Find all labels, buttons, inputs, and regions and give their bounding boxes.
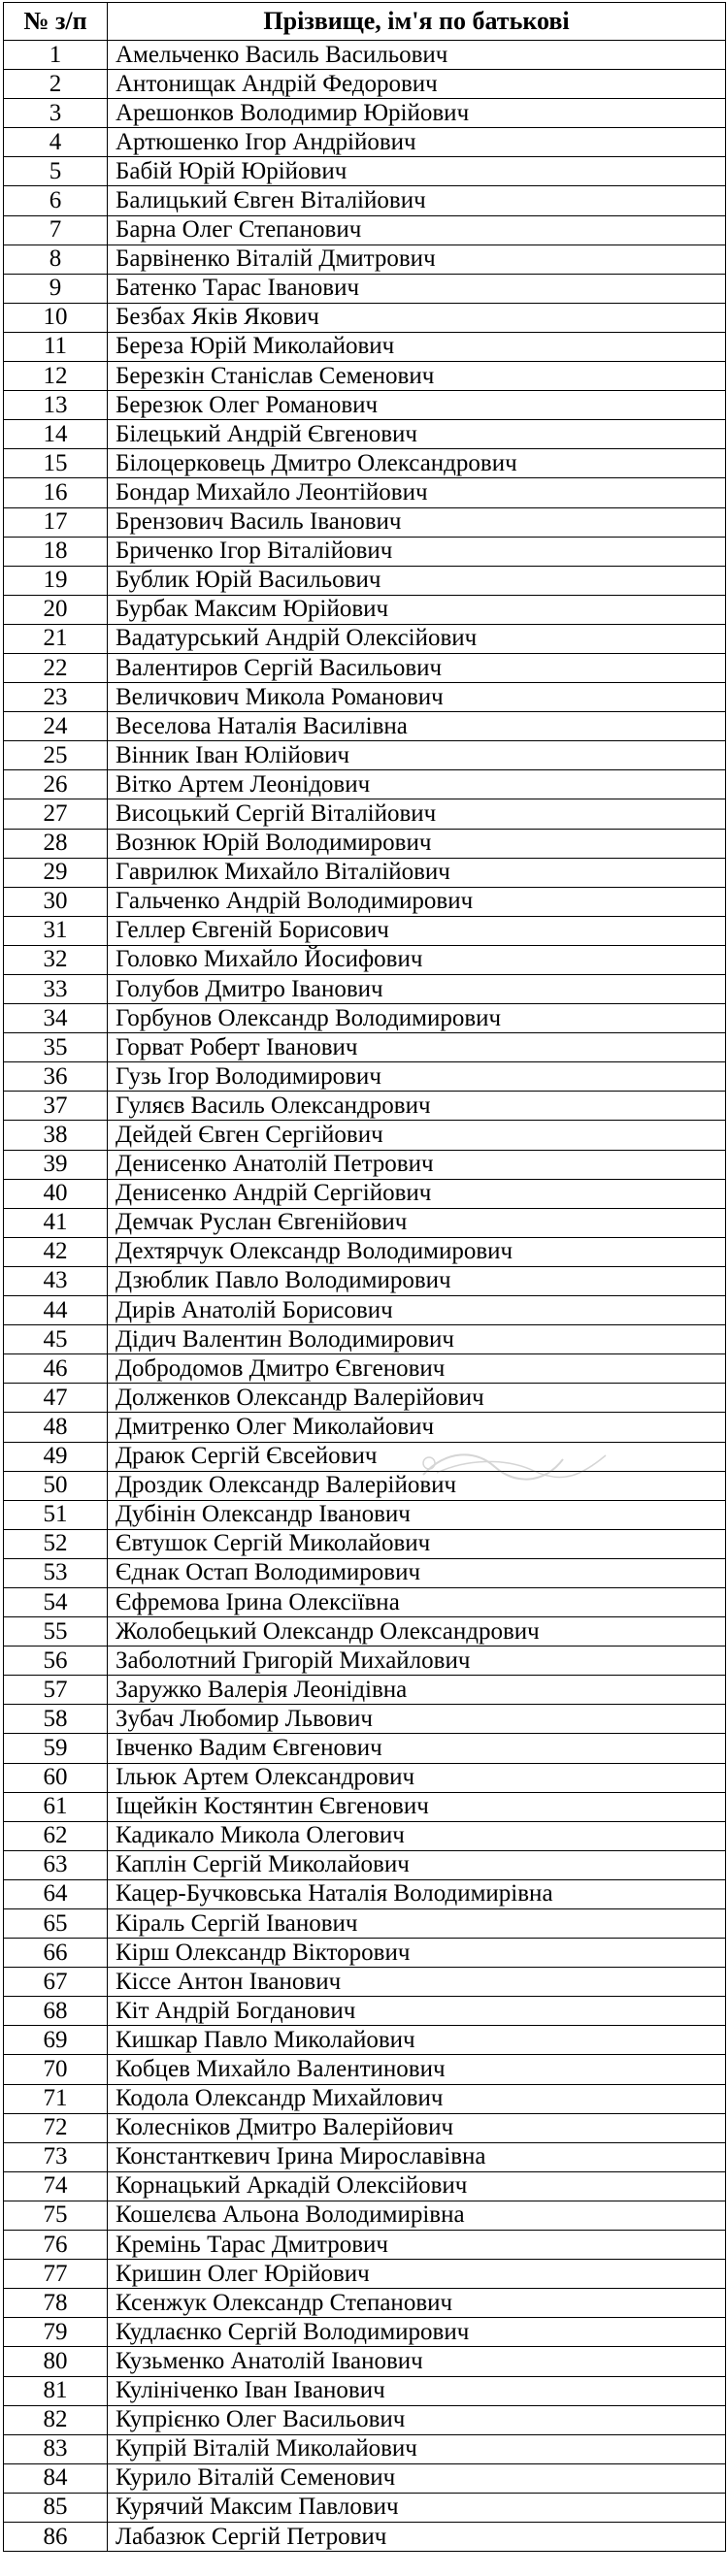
row-number: 39 bbox=[4, 1150, 108, 1179]
table-row bbox=[4, 2113, 726, 2142]
table-row bbox=[4, 215, 726, 245]
row-number: 66 bbox=[4, 1939, 108, 1968]
table-row bbox=[4, 1442, 726, 1471]
row-full-name: Кадикало Микола Олегович bbox=[108, 1821, 726, 1850]
row-full-name: Долженков Олександр Валерійович bbox=[108, 1384, 726, 1413]
row-full-name: Денисенко Андрій Сергійович bbox=[108, 1179, 726, 1208]
document-sheet bbox=[3, 2, 725, 2552]
row-number: 67 bbox=[4, 1968, 108, 1997]
row-full-name: Кулініченко Іван Іванович bbox=[108, 2376, 726, 2405]
row-full-name: Геллер Євгеній Борисович bbox=[108, 916, 726, 945]
row-number: 76 bbox=[4, 2231, 108, 2260]
table-row bbox=[4, 1092, 726, 1121]
row-number: 74 bbox=[4, 2171, 108, 2201]
row-number: 15 bbox=[4, 449, 108, 478]
row-full-name: Курило Віталій Семенович bbox=[108, 2463, 726, 2493]
row-full-name: Вадатурський Андрій Олексійович bbox=[108, 624, 726, 653]
row-number: 60 bbox=[4, 1763, 108, 1792]
row-number: 80 bbox=[4, 2347, 108, 2376]
row-full-name: Дроздик Олександр Валерійович bbox=[108, 1471, 726, 1500]
row-number: 69 bbox=[4, 2026, 108, 2055]
table-row bbox=[4, 858, 726, 887]
table-row bbox=[4, 1617, 726, 1647]
row-full-name: Лабазюк Сергій Петрович bbox=[108, 2522, 726, 2551]
table-row bbox=[4, 2434, 726, 2463]
row-number: 18 bbox=[4, 537, 108, 566]
table-row bbox=[4, 916, 726, 945]
row-full-name: Голубов Дмитро Іванович bbox=[108, 975, 726, 1004]
row-full-name: Береза Юрій Миколайович bbox=[108, 332, 726, 361]
row-number: 73 bbox=[4, 2142, 108, 2171]
table-row bbox=[4, 2289, 726, 2318]
row-full-name: Іщейкін Костянтин Євгенович bbox=[108, 1792, 726, 1821]
row-number: 34 bbox=[4, 1004, 108, 1033]
table-row bbox=[4, 1997, 726, 2026]
table-row bbox=[4, 2171, 726, 2201]
table-row bbox=[4, 1968, 726, 1997]
row-full-name: Березкін Станіслав Семенович bbox=[108, 362, 726, 391]
table-row bbox=[4, 1266, 726, 1295]
row-full-name: Ільюк Артем Олександрович bbox=[108, 1763, 726, 1792]
row-number: 45 bbox=[4, 1325, 108, 1354]
table-row bbox=[4, 1529, 726, 1558]
row-number: 38 bbox=[4, 1121, 108, 1150]
row-full-name: Бурбак Максим Юрійович bbox=[108, 595, 726, 624]
deputies-table bbox=[3, 2, 726, 2552]
table-row bbox=[4, 1939, 726, 1968]
row-full-name: Дмитренко Олег Миколайович bbox=[108, 1413, 726, 1442]
table-row bbox=[4, 2142, 726, 2171]
row-number: 29 bbox=[4, 858, 108, 887]
row-number: 21 bbox=[4, 624, 108, 653]
row-number: 78 bbox=[4, 2289, 108, 2318]
row-number: 49 bbox=[4, 1442, 108, 1471]
row-full-name: Горбунов Олександр Володимирович bbox=[108, 1004, 726, 1033]
row-full-name: Арешонков Володимир Юрійович bbox=[108, 99, 726, 128]
row-number: 28 bbox=[4, 829, 108, 858]
row-full-name: Гальченко Андрій Володимирович bbox=[108, 887, 726, 916]
row-full-name: Дубінін Олександр Іванович bbox=[108, 1500, 726, 1529]
table-row bbox=[4, 2201, 726, 2230]
row-number: 33 bbox=[4, 975, 108, 1004]
table-row bbox=[4, 303, 726, 332]
row-full-name: Барна Олег Степанович bbox=[108, 215, 726, 245]
row-number: 72 bbox=[4, 2113, 108, 2142]
row-full-name: Дзюблик Павло Володимирович bbox=[108, 1266, 726, 1295]
row-full-name: Ксенжук Олександр Степанович bbox=[108, 2289, 726, 2318]
table-row bbox=[4, 1763, 726, 1792]
row-number: 52 bbox=[4, 1529, 108, 1558]
header-name: Прізвище, ім'я по батькові bbox=[108, 3, 726, 41]
row-number: 65 bbox=[4, 1909, 108, 1939]
row-full-name: Кодола Олександр Михайлович bbox=[108, 2084, 726, 2113]
table-row bbox=[4, 1179, 726, 1208]
table-row bbox=[4, 1150, 726, 1179]
row-number: 51 bbox=[4, 1500, 108, 1529]
row-number: 11 bbox=[4, 332, 108, 361]
row-number: 2 bbox=[4, 70, 108, 99]
row-full-name: Купрій Віталій Миколайович bbox=[108, 2434, 726, 2463]
table-row bbox=[4, 2026, 726, 2055]
row-full-name: Кошелєва Альона Володимирівна bbox=[108, 2201, 726, 2230]
table-row bbox=[4, 2347, 726, 2376]
table-row bbox=[4, 2260, 726, 2289]
row-full-name: Каплін Сергій Миколайович bbox=[108, 1850, 726, 1879]
row-number: 64 bbox=[4, 1879, 108, 1908]
row-number: 71 bbox=[4, 2084, 108, 2113]
row-full-name: Заружко Валерія Леонідівна bbox=[108, 1676, 726, 1705]
row-number: 23 bbox=[4, 683, 108, 712]
table-row bbox=[4, 799, 726, 829]
row-number: 68 bbox=[4, 1997, 108, 2026]
row-full-name: Дідич Валентин Володимирович bbox=[108, 1325, 726, 1354]
table-row bbox=[4, 1850, 726, 1879]
table-row bbox=[4, 128, 726, 157]
table-row bbox=[4, 186, 726, 215]
row-number: 85 bbox=[4, 2493, 108, 2522]
row-full-name: Кришин Олег Юрійович bbox=[108, 2260, 726, 2289]
row-number: 8 bbox=[4, 245, 108, 274]
row-number: 19 bbox=[4, 566, 108, 595]
row-number: 5 bbox=[4, 157, 108, 186]
row-full-name: Жолобецький Олександр Олександрович bbox=[108, 1617, 726, 1647]
row-number: 17 bbox=[4, 507, 108, 537]
table-row bbox=[4, 1325, 726, 1354]
row-full-name: Бриченко Ігор Віталійович bbox=[108, 537, 726, 566]
table-row bbox=[4, 362, 726, 391]
table-row bbox=[4, 1121, 726, 1150]
row-number: 9 bbox=[4, 274, 108, 303]
row-full-name: Денисенко Анатолій Петрович bbox=[108, 1150, 726, 1179]
row-full-name: Висоцький Сергій Віталійович bbox=[108, 799, 726, 829]
row-number: 57 bbox=[4, 1676, 108, 1705]
row-full-name: Бабій Юрій Юрійович bbox=[108, 157, 726, 186]
table-row bbox=[4, 1208, 726, 1237]
row-number: 83 bbox=[4, 2434, 108, 2463]
row-number: 35 bbox=[4, 1033, 108, 1062]
table-row bbox=[4, 1033, 726, 1062]
row-full-name: Бублик Юрій Васильович bbox=[108, 566, 726, 595]
row-number: 48 bbox=[4, 1413, 108, 1442]
row-full-name: Кобцев Михайло Валентинович bbox=[108, 2055, 726, 2084]
table-row bbox=[4, 274, 726, 303]
table-row bbox=[4, 1734, 726, 1763]
row-full-name: Безбах Яків Якович bbox=[108, 303, 726, 332]
table-row bbox=[4, 1413, 726, 1442]
row-full-name: Горват Роберт Іванович bbox=[108, 1033, 726, 1062]
row-full-name: Кірш Олександр Вікторович bbox=[108, 1939, 726, 1968]
row-full-name: Березюк Олег Романович bbox=[108, 391, 726, 420]
table-row bbox=[4, 1792, 726, 1821]
row-number: 70 bbox=[4, 2055, 108, 2084]
table-row bbox=[4, 945, 726, 974]
row-full-name: Величкович Микола Романович bbox=[108, 683, 726, 712]
row-full-name: Єднак Остап Володимирович bbox=[108, 1558, 726, 1587]
row-number: 79 bbox=[4, 2318, 108, 2347]
table-row bbox=[4, 1879, 726, 1908]
table-row bbox=[4, 624, 726, 653]
row-full-name: Гузь Ігор Володимирович bbox=[108, 1062, 726, 1092]
row-full-name: Корнацький Аркадій Олексійович bbox=[108, 2171, 726, 2201]
table-row bbox=[4, 2231, 726, 2260]
row-full-name: Головко Михайло Йосифович bbox=[108, 945, 726, 974]
table-row bbox=[4, 1821, 726, 1850]
table-row bbox=[4, 2318, 726, 2347]
row-number: 53 bbox=[4, 1558, 108, 1587]
table-row bbox=[4, 332, 726, 361]
row-full-name: Дехтярчук Олександр Володимирович bbox=[108, 1237, 726, 1266]
row-number: 56 bbox=[4, 1647, 108, 1676]
row-full-name: Білоцерковець Дмитро Олександрович bbox=[108, 449, 726, 478]
row-number: 50 bbox=[4, 1471, 108, 1500]
table-row bbox=[4, 2463, 726, 2493]
table-row bbox=[4, 887, 726, 916]
row-number: 30 bbox=[4, 887, 108, 916]
row-full-name: Зубач Любомир Львович bbox=[108, 1705, 726, 1734]
row-number: 42 bbox=[4, 1237, 108, 1266]
row-number: 3 bbox=[4, 99, 108, 128]
row-full-name: Веселова Наталія Василівна bbox=[108, 712, 726, 741]
row-full-name: Купрієнко Олег Васильович bbox=[108, 2405, 726, 2434]
row-full-name: Кацер-Бучковська Наталія Володимирівна bbox=[108, 1879, 726, 1908]
row-full-name: Барвіненко Віталій Дмитрович bbox=[108, 245, 726, 274]
row-number: 32 bbox=[4, 945, 108, 974]
table-row bbox=[4, 595, 726, 624]
row-number: 55 bbox=[4, 1617, 108, 1647]
row-number: 84 bbox=[4, 2463, 108, 2493]
row-full-name: Константкевич Ірина Мирославівна bbox=[108, 2142, 726, 2171]
row-number: 82 bbox=[4, 2405, 108, 2434]
row-full-name: Балицький Євген Віталійович bbox=[108, 186, 726, 215]
row-number: 4 bbox=[4, 128, 108, 157]
row-number: 41 bbox=[4, 1208, 108, 1237]
row-number: 46 bbox=[4, 1354, 108, 1384]
row-full-name: Кудлаєнко Сергій Володимирович bbox=[108, 2318, 726, 2347]
table-row bbox=[4, 391, 726, 420]
table-row bbox=[4, 712, 726, 741]
table-row bbox=[4, 566, 726, 595]
row-number: 59 bbox=[4, 1734, 108, 1763]
row-number: 7 bbox=[4, 215, 108, 245]
row-number: 81 bbox=[4, 2376, 108, 2405]
table-row bbox=[4, 1471, 726, 1500]
row-full-name: Кіраль Сергій Іванович bbox=[108, 1909, 726, 1939]
table-row bbox=[4, 2084, 726, 2113]
table-row bbox=[4, 537, 726, 566]
row-full-name: Кіт Андрій Богданович bbox=[108, 1997, 726, 2026]
row-number: 12 bbox=[4, 362, 108, 391]
row-full-name: Батенко Тарас Іванович bbox=[108, 274, 726, 303]
row-full-name: Амельченко Василь Васильович bbox=[108, 41, 726, 70]
row-full-name: Єфремова Ірина Олексіївна bbox=[108, 1587, 726, 1616]
row-number: 43 bbox=[4, 1266, 108, 1295]
table-body bbox=[4, 41, 726, 2552]
table-row bbox=[4, 1647, 726, 1676]
table-row bbox=[4, 41, 726, 70]
row-number: 40 bbox=[4, 1179, 108, 1208]
row-number: 44 bbox=[4, 1296, 108, 1325]
row-full-name: Білецький Андрій Євгенович bbox=[108, 420, 726, 449]
table-row bbox=[4, 245, 726, 274]
row-full-name: Гаврилюк Михайло Віталійович bbox=[108, 858, 726, 887]
table-row bbox=[4, 1354, 726, 1384]
row-full-name: Кузьменко Анатолій Іванович bbox=[108, 2347, 726, 2376]
row-number: 13 bbox=[4, 391, 108, 420]
table-row bbox=[4, 1384, 726, 1413]
table-row bbox=[4, 1587, 726, 1616]
table-row bbox=[4, 1676, 726, 1705]
row-number: 63 bbox=[4, 1850, 108, 1879]
table-row bbox=[4, 2493, 726, 2522]
table-row bbox=[4, 1558, 726, 1587]
row-number: 1 bbox=[4, 41, 108, 70]
row-full-name: Кишкар Павло Миколайович bbox=[108, 2026, 726, 2055]
row-full-name: Івченко Вадим Євгенович bbox=[108, 1734, 726, 1763]
row-number: 36 bbox=[4, 1062, 108, 1092]
row-number: 58 bbox=[4, 1705, 108, 1734]
table-row bbox=[4, 2522, 726, 2551]
row-full-name: Гуляєв Василь Олександрович bbox=[108, 1092, 726, 1121]
row-full-name: Дирів Анатолій Борисович bbox=[108, 1296, 726, 1325]
row-number: 6 bbox=[4, 186, 108, 215]
row-number: 22 bbox=[4, 653, 108, 682]
table-row bbox=[4, 507, 726, 537]
row-number: 47 bbox=[4, 1384, 108, 1413]
row-full-name: Курячий Максим Павлович bbox=[108, 2493, 726, 2522]
row-number: 26 bbox=[4, 770, 108, 799]
table-row bbox=[4, 1909, 726, 1939]
table-row bbox=[4, 1062, 726, 1092]
row-full-name: Демчак Руслан Євгенійович bbox=[108, 1208, 726, 1237]
row-number: 86 bbox=[4, 2522, 108, 2551]
row-full-name: Євтушок Сергій Миколайович bbox=[108, 1529, 726, 1558]
table-row bbox=[4, 741, 726, 770]
table-row bbox=[4, 1296, 726, 1325]
table-row bbox=[4, 1705, 726, 1734]
row-full-name: Заболотний Григорій Михайлович bbox=[108, 1647, 726, 1676]
table-row bbox=[4, 1004, 726, 1033]
row-number: 37 bbox=[4, 1092, 108, 1121]
row-full-name: Брензович Василь Іванович bbox=[108, 507, 726, 537]
row-full-name: Валентиров Сергій Васильович bbox=[108, 653, 726, 682]
table-row bbox=[4, 1237, 726, 1266]
row-number: 16 bbox=[4, 478, 108, 507]
row-number: 24 bbox=[4, 712, 108, 741]
row-full-name: Антонищак Андрій Федорович bbox=[108, 70, 726, 99]
row-full-name: Артюшенко Ігор Андрійович bbox=[108, 128, 726, 157]
table-row bbox=[4, 2376, 726, 2405]
table-row bbox=[4, 683, 726, 712]
table-row bbox=[4, 420, 726, 449]
table-row bbox=[4, 70, 726, 99]
table-row bbox=[4, 2055, 726, 2084]
table-row bbox=[4, 653, 726, 682]
table-row bbox=[4, 2405, 726, 2434]
table-row bbox=[4, 975, 726, 1004]
table-row bbox=[4, 99, 726, 128]
row-number: 10 bbox=[4, 303, 108, 332]
row-full-name: Колесніков Дмитро Валерійович bbox=[108, 2113, 726, 2142]
row-number: 77 bbox=[4, 2260, 108, 2289]
row-full-name: Вітко Артем Леонідович bbox=[108, 770, 726, 799]
row-full-name: Добродомов Дмитро Євгенович bbox=[108, 1354, 726, 1384]
row-number: 31 bbox=[4, 916, 108, 945]
row-full-name: Кремінь Тарас Дмитрович bbox=[108, 2231, 726, 2260]
row-full-name: Кіссе Антон Іванович bbox=[108, 1968, 726, 1997]
row-number: 61 bbox=[4, 1792, 108, 1821]
row-full-name: Дейдей Євген Сергійович bbox=[108, 1121, 726, 1150]
table-header bbox=[4, 3, 726, 41]
row-number: 54 bbox=[4, 1587, 108, 1616]
row-number: 75 bbox=[4, 2201, 108, 2230]
row-number: 25 bbox=[4, 741, 108, 770]
header-number: № з/п bbox=[4, 3, 108, 41]
table-row bbox=[4, 449, 726, 478]
row-full-name: Вінник Іван Юлійович bbox=[108, 741, 726, 770]
header-row bbox=[4, 3, 726, 41]
table-row bbox=[4, 829, 726, 858]
table-row bbox=[4, 478, 726, 507]
row-number: 14 bbox=[4, 420, 108, 449]
row-number: 20 bbox=[4, 595, 108, 624]
table-row bbox=[4, 157, 726, 186]
table-row bbox=[4, 770, 726, 799]
row-full-name: Драюк Сергій Євсейович bbox=[108, 1442, 726, 1471]
row-full-name: Вознюк Юрій Володимирович bbox=[108, 829, 726, 858]
table-row bbox=[4, 1500, 726, 1529]
row-number: 62 bbox=[4, 1821, 108, 1850]
row-full-name: Бондар Михайло Леонтійович bbox=[108, 478, 726, 507]
row-number: 27 bbox=[4, 799, 108, 829]
